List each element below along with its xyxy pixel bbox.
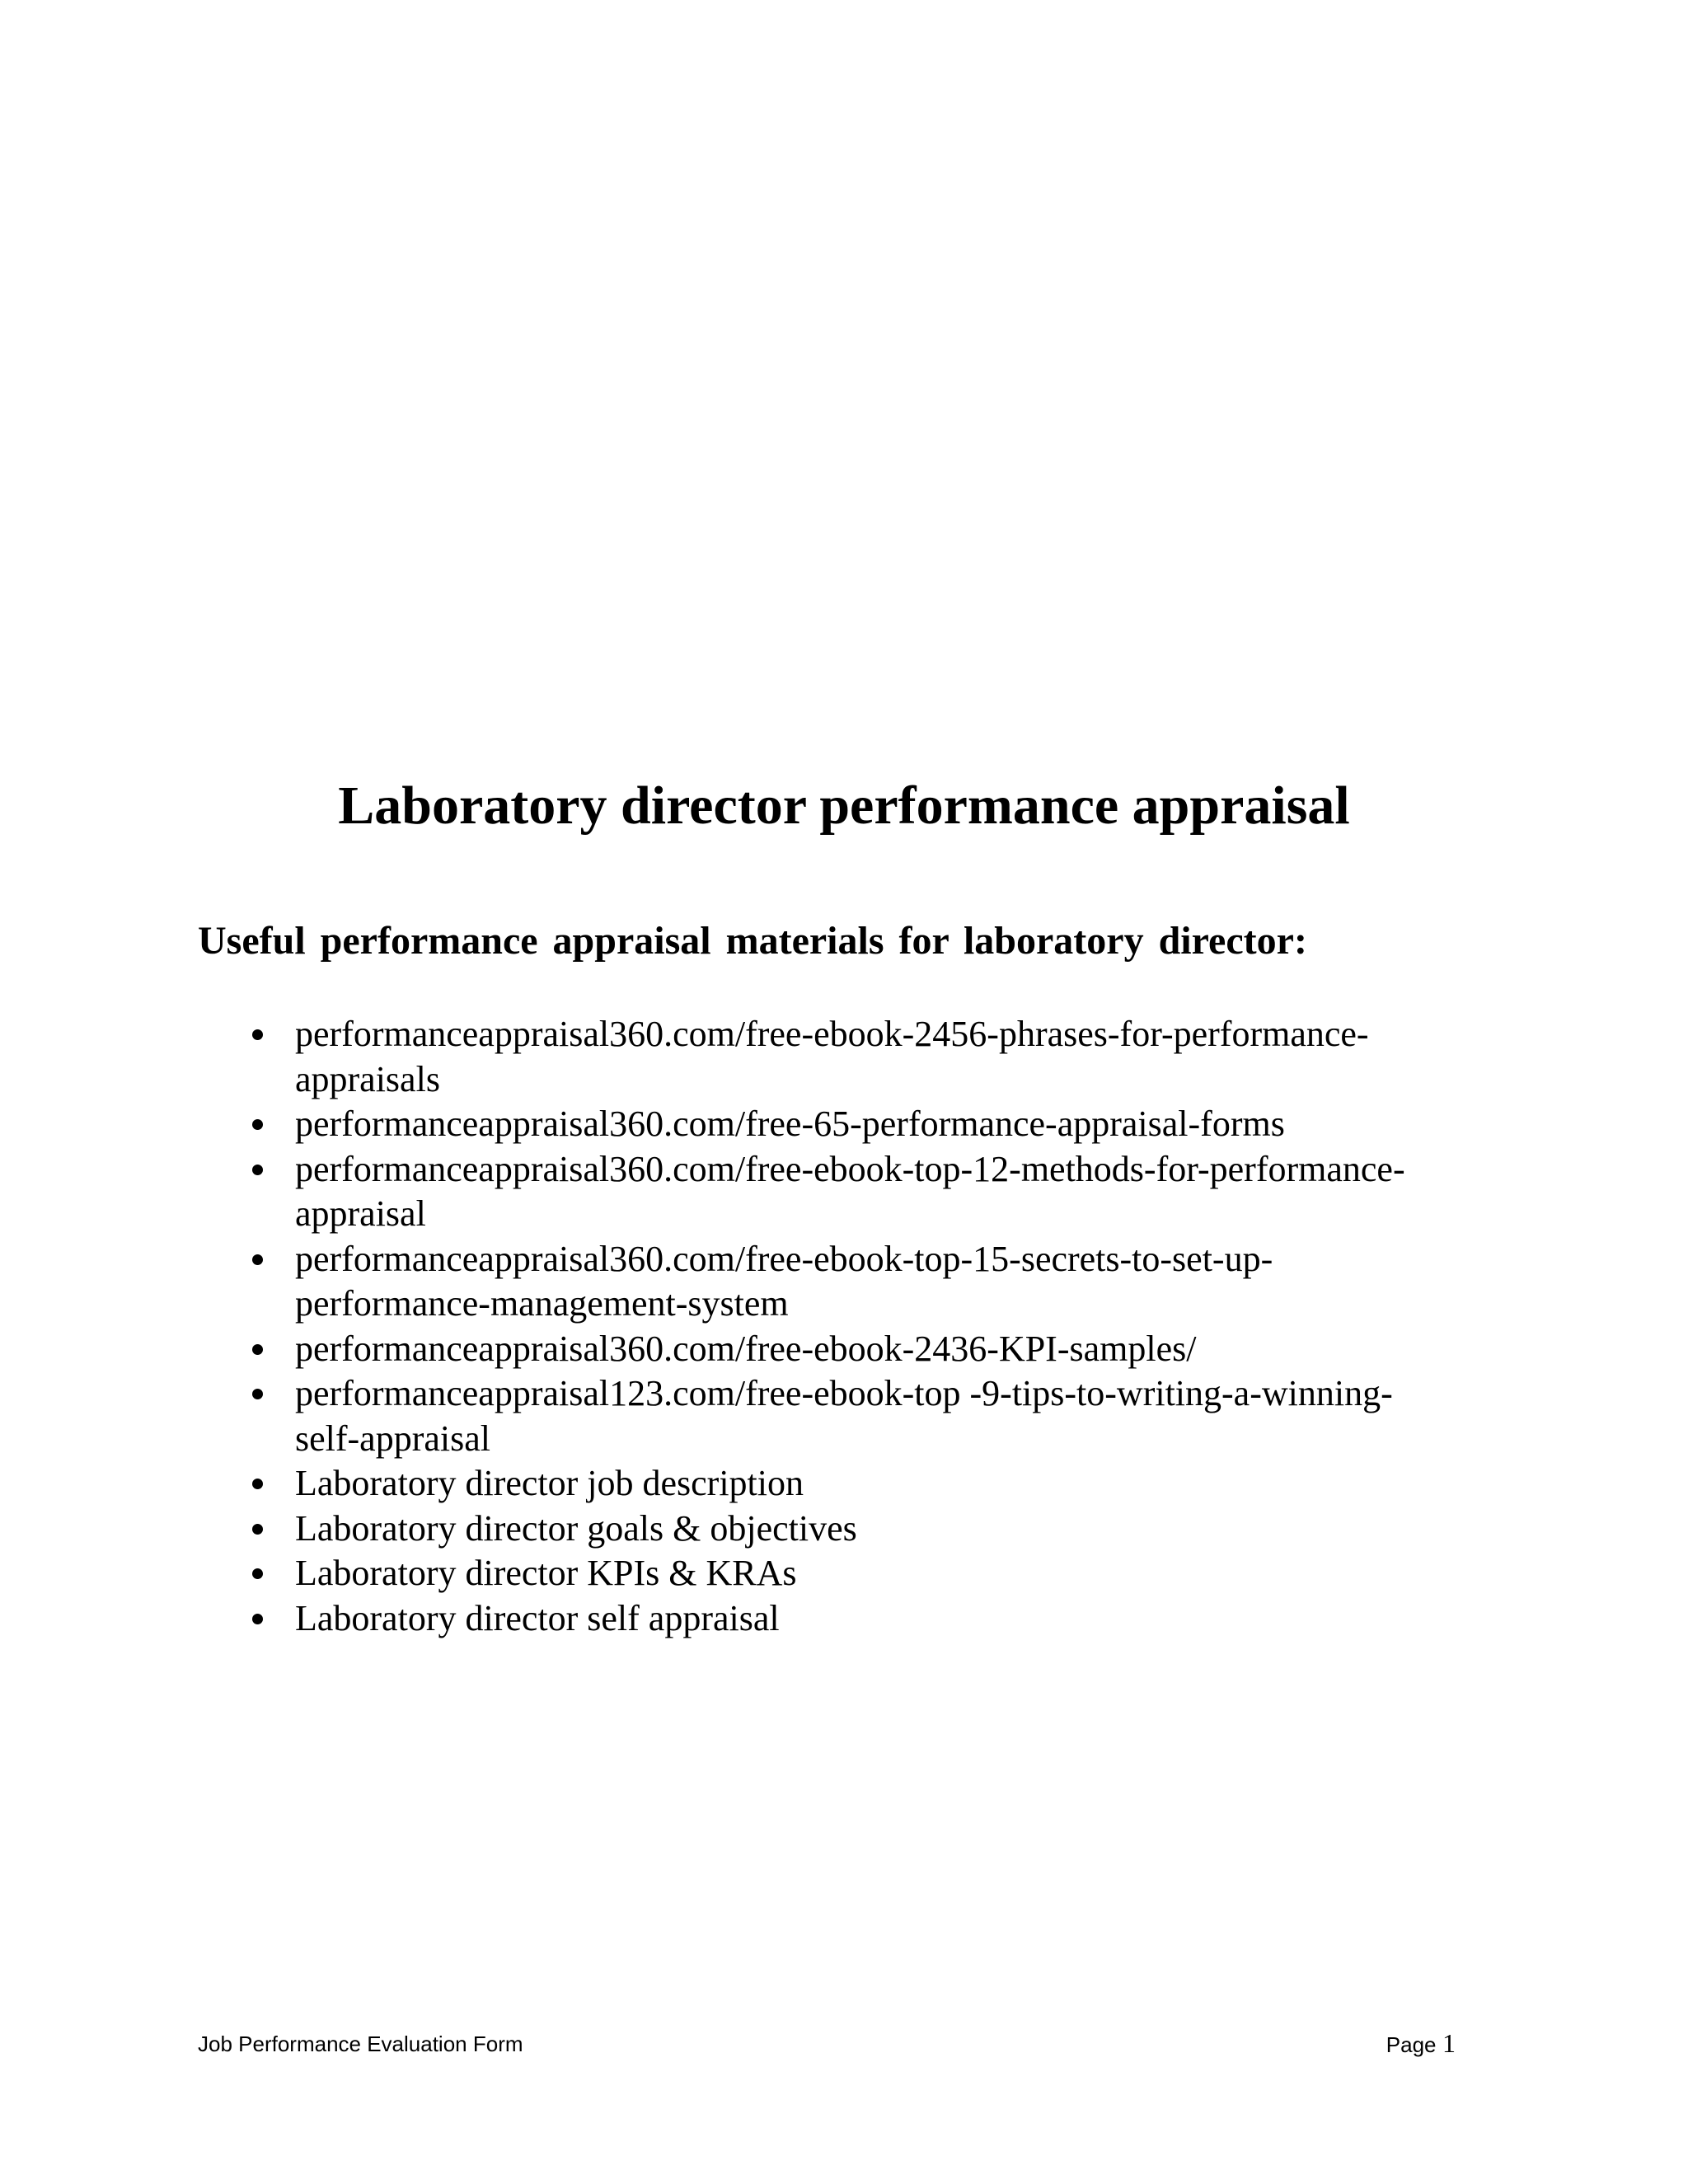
list-item <box>295 1237 1474 1327</box>
footer-form-name: Job Performance Evaluation Form <box>198 2032 523 2056</box>
list-item-line: Laboratory director job description <box>295 1463 804 1503</box>
bullet-icon <box>252 1614 263 1624</box>
list-item-line-continued: appraisal <box>295 1193 426 1234</box>
list-item-line-continued: appraisals <box>295 1058 440 1099</box>
materials-list <box>295 1012 1474 1641</box>
bullet-icon <box>252 1524 263 1535</box>
list-item-line: performanceappraisal360.com/free-ebook-2436-KPI-samples/ <box>295 1328 1197 1369</box>
list-item-line: performanceappraisal360.com/free-ebook-2456-phrases-for-performance- <box>295 1014 1369 1054</box>
footer-page-number: 1 <box>1442 2028 1456 2058</box>
list-item <box>295 1327 1474 1372</box>
bullet-icon <box>252 1344 263 1355</box>
list-item <box>295 1596 1474 1642</box>
list-item-line: performanceappraisal360.com/free-ebook-top-15-secrets-to-set-up- <box>295 1238 1273 1279</box>
bullet-icon <box>252 1119 263 1130</box>
list-item-line-continued: performance-management-system <box>295 1283 789 1324</box>
list-item <box>295 1507 1474 1552</box>
list-item-line: performanceappraisal360.com/free-65-performance-appraisal-forms <box>295 1104 1285 1144</box>
bullet-icon <box>252 1029 263 1040</box>
list-item <box>295 1371 1474 1461</box>
bullet-icon <box>252 1568 263 1579</box>
list-item <box>295 1147 1474 1237</box>
list-item-line: Laboratory director self appraisal <box>295 1597 780 1638</box>
list-item <box>295 1102 1474 1147</box>
section-heading: Useful performance appraisal materials for laboratory director: <box>198 919 1307 963</box>
list-item-line: Laboratory director goals & objectives <box>295 1507 857 1549</box>
list-item <box>295 1012 1474 1102</box>
bullet-icon <box>252 1479 263 1489</box>
bullet-icon <box>252 1165 263 1175</box>
bullet-icon <box>252 1254 263 1265</box>
list-item <box>295 1551 1474 1596</box>
list-item <box>295 1461 1474 1507</box>
list-item-line: performanceappraisal360.com/free-ebook-top-12-methods-for-performance- <box>295 1148 1405 1189</box>
list-item-line: performanceappraisal123.com/free-ebook-top -9-tips-to-writing-a-winning- <box>295 1373 1393 1413</box>
list-item-line-continued: self-appraisal <box>295 1418 490 1459</box>
page-title: Laboratory director performance appraisal <box>338 776 1350 836</box>
bullet-icon <box>252 1389 263 1399</box>
footer-page-indicator <box>1386 2029 1456 2059</box>
list-item-line: Laboratory director KPIs & KRAs <box>295 1553 797 1593</box>
footer-page-label: Page <box>1386 2032 1437 2057</box>
